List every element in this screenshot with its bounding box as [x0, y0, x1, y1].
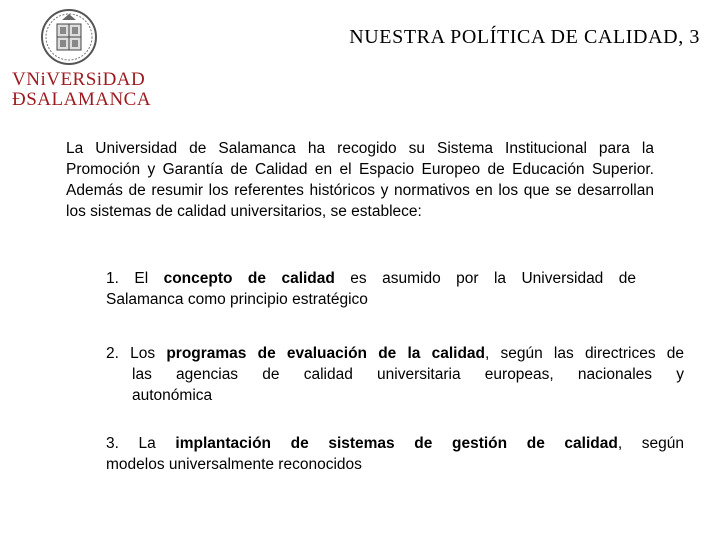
university-wordmark: [12, 69, 152, 110]
item-line: las agencias de calidad universitaria europeas, nacionales y: [132, 366, 684, 383]
intro-paragraph: La Universidad de Salamanca ha recogido su Sistema Institucional para la Promoción y Garantía de Calidad en el Espacio Europeo de Educación Superior. Además de resumir los referentes históricos y normativos en los que se desarrollan los sistemas de calidad universitarios, se establece:: [66, 140, 654, 220]
item-bold-term: implantación de sistemas de gestión de calidad: [175, 435, 618, 452]
slide-title: NUESTRA POLÍTICA DE CALIDAD, 3: [349, 26, 700, 48]
policy-item-2: [106, 343, 684, 406]
item-bold-term: concepto de calidad: [163, 270, 335, 287]
item-line: 2. Los programas de evaluación de la calidad, según las directrices de: [106, 345, 685, 362]
wordmark-line-2: ÐSALAMANCA: [12, 89, 152, 110]
university-seal-logo: [40, 6, 98, 68]
item-line: 3. La implantación de sistemas de gestión de calidad, según: [106, 435, 684, 452]
item-line: 1. El concepto de calidad es asumido por la Universidad de: [106, 270, 636, 287]
item-line: modelos universalmente reconocidos: [106, 456, 362, 473]
item-bold-term: programas de evaluación de la calidad: [166, 345, 486, 362]
wordmark-line-1: VNiVERSiDAD: [12, 69, 146, 90]
policy-item-1: [106, 268, 636, 310]
item-line: Salamanca como principio estratégico: [106, 291, 368, 308]
policy-item-3: [106, 433, 684, 475]
item-line: autonómica: [132, 387, 213, 404]
